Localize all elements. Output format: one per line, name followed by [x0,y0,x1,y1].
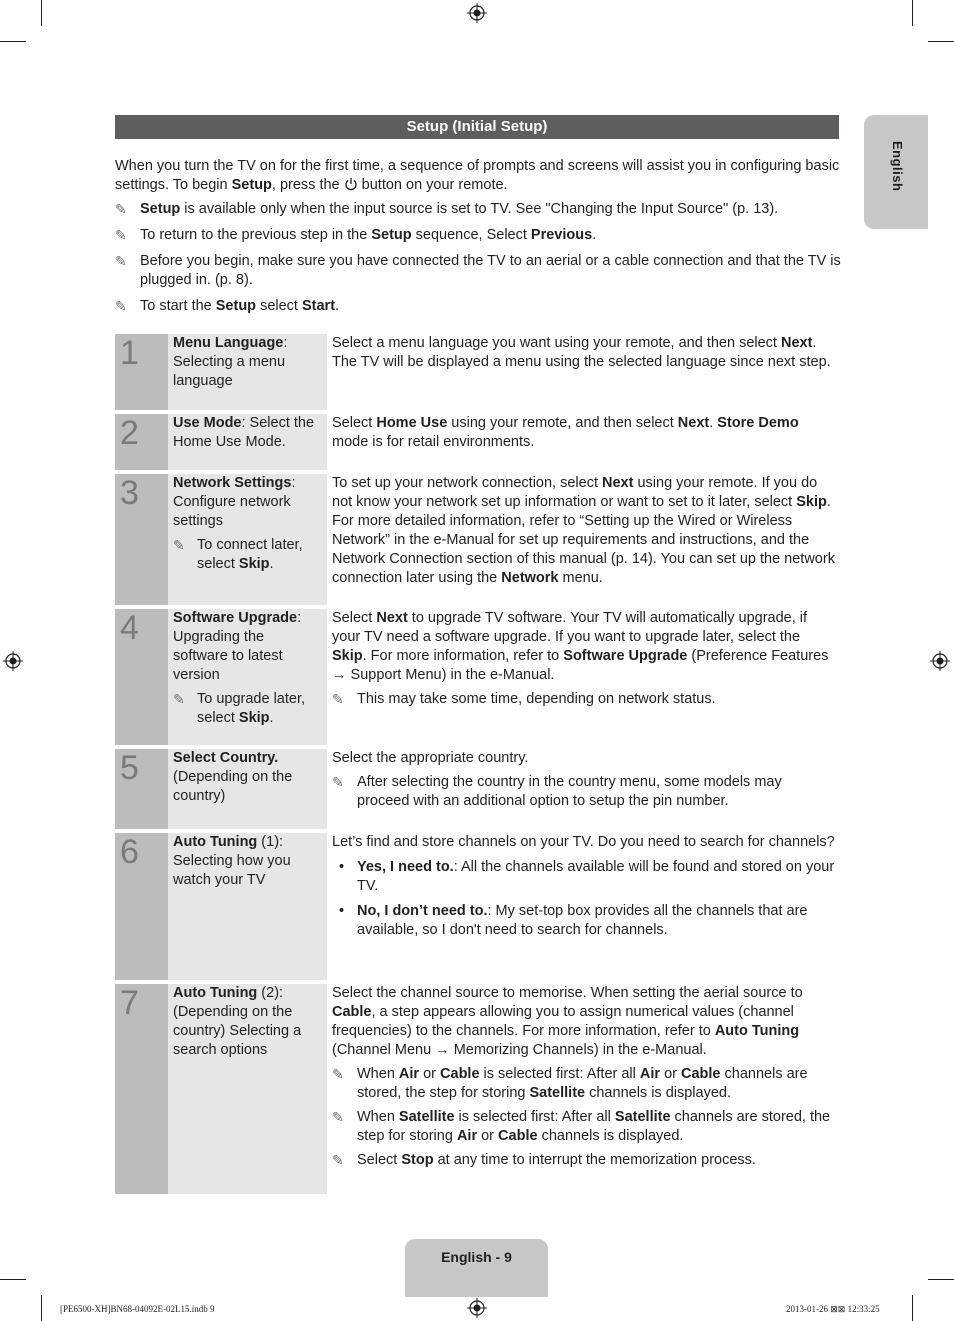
crop-mark [0,1279,26,1280]
bold-term: Next [602,475,634,491]
step-label-text: Select Country. (Depending on the country) [173,750,293,804]
step-row [115,984,839,1194]
step-description [327,984,839,1194]
bold-term: Network [501,570,559,586]
step-label-text: Auto Tuning (2): (Depending on the country) Selecting a search options [173,985,302,1058]
language-side-tab-label: English [890,141,905,192]
crop-mark [912,1295,913,1321]
bold-term: Next [780,335,813,351]
step-description [327,474,839,605]
step-description [327,609,839,745]
bold-term: Skip [238,710,270,726]
step-description-text: To set up your network connection, select Next using your remote. If you do not know your network set up information or want to set to it later, select Skip. For more detailed information, refer to “Setting up the Wired or Wireless Network” in the e-Manual for set up requirements and instructions, and the Network Connection section of this manual (p. 14). You can set up the network connection later using the Network menu. [332,475,835,586]
step-number: 4 [115,609,168,745]
bold-term: Skip [796,494,827,510]
print-slug-right: 2013-01-26 ⊠⊠ 12:33:25 [786,1304,880,1314]
registration-mark-icon [467,1298,487,1318]
step-description-note: ✎ Select Stop at any time to interrupt the memorization process. [332,1152,756,1168]
bold-term: Next [376,610,408,626]
crop-mark [928,41,954,42]
step-description-text: Select Home Use using your remote, and then select Next. Store Demo mode is for retail environments. [332,415,799,450]
pencil-note-icon: ✎ [173,537,185,553]
intro-notes [115,200,845,316]
step-description-text: Select Next to upgrade TV software. Your TV will automatically upgrade, if your TV need a software upgrade. If you want to upgrade later, select the Skip. For more information, refer to Software Upgrade (Preference Features → Support Menu) in the e-Manual. [332,610,829,683]
pencil-note-icon: ✎ [332,1109,344,1125]
section-title: Setup (Initial Setup) [115,115,839,139]
bold-term: Cable [681,1066,721,1082]
step-number: 7 [115,984,168,1194]
step-description-note: ✎ When Air or Cable is selected first: After all Air or Cable channels are stored, the step for storing Satellite channels is displayed. [332,1066,808,1101]
step-description-text: Select the channel source to memorise. When setting the aerial source to Cable, a step appears allowing you to assign numerical values (channel frequencies) to the channels. For more information, refer to Auto Tuning (Channel Menu → Memorizing Channels) in the e-Manual. [332,985,803,1058]
step-description-note: ✎ When Satellite is selected first: After all Satellite channels are stored, the step for storing Air or Cable channels is displayed. [332,1109,831,1144]
page-footer-tab [405,1239,548,1297]
bold-term: Skip [332,648,363,664]
bold-term: Air [639,1066,661,1082]
step-row [115,833,839,980]
bold-term: Auto Tuning [173,834,258,850]
step-label-note: ✎ To upgrade later, select Skip. [173,691,306,726]
pencil-note-icon: ✎ [332,691,344,707]
step-label [168,609,327,745]
step-label-note: ✎ To connect later, select Skip. [173,537,303,572]
step-label-text: Network Settings: Configure network settings [173,475,296,529]
intro-note: ✎ To start the Setup select Start. [115,298,340,314]
step-number: 3 [115,474,168,605]
page-number: English - 9 [441,1249,512,1265]
bold-term: Satellite [398,1109,455,1125]
bold-term: No, I don’t need to. [357,903,488,919]
step-label-text: Menu Language: Selecting a menu language [173,335,288,389]
bold-term: Satellite [614,1109,671,1125]
step-description-text: Select a menu language you want using your remote, and then select Next. The TV will be displayed a menu using the selected language since next step. [332,335,831,370]
step-description-note: ✎ After selecting the country in the country menu, some models may proceed with an additional option to setup the pin number. [332,774,782,809]
crop-mark [912,0,913,26]
pencil-note-icon: ✎ [115,253,127,269]
bold-term: Start [301,298,336,314]
step-label [168,474,327,605]
step-description [327,334,839,410]
pencil-note-icon: ✎ [332,774,344,790]
step-label-text: Auto Tuning (1): Selecting how you watch your TV [173,834,291,888]
pencil-note-icon: ✎ [332,1066,344,1082]
bold-term: Network Settings [173,475,292,491]
bold-term: Cable [332,1004,372,1020]
step-label [168,833,327,980]
step-number: 1 [115,334,168,410]
bold-term: Previous [530,227,593,243]
pencil-note-icon: ✎ [115,227,127,243]
bold-term: Cable [498,1128,538,1144]
pencil-note-icon: ✎ [115,298,127,314]
step-label-text: Software Upgrade: Upgrading the software to latest version [173,610,302,683]
bold-term: Next [677,415,710,431]
step-number: 6 [115,833,168,980]
step-row [115,414,839,470]
step-row [115,609,839,745]
bold-term: Use Mode [173,415,242,431]
bold-term: Air [456,1128,478,1144]
bold-term: Store Demo [717,415,799,431]
bold-term: Setup [371,227,412,243]
crop-mark [41,1295,42,1321]
print-slug-left: [PE6500-XH]BN68-04092E-02L15.indb 9 [60,1304,215,1314]
intro-paragraph: When you turn the TV on for the first time, a sequence of prompts and screens will assist you in configuring basic settings. To begin Setup, press the button on your remote. [115,158,840,193]
crop-mark [41,0,42,26]
step-label-text: Use Mode: Select the Home Use Mode. [173,415,315,450]
step-number: 2 [115,414,168,470]
intro-section [115,157,845,323]
bold-term: Skip [238,556,270,572]
list-item: • Yes, I need to.: All the channels available will be found and stored on your TV. [332,858,835,896]
step-description [327,414,839,470]
registration-mark-icon [467,3,487,23]
pencil-note-icon: ✎ [332,1152,344,1168]
bold-term: Setup [215,298,257,314]
bold-term: Software Upgrade [563,648,688,664]
bold-term: Software Upgrade [173,610,298,626]
step-label [168,984,327,1194]
crop-mark [928,1279,954,1280]
bold-term: Stop [401,1152,434,1168]
bold-term: Satellite [529,1085,586,1101]
step-label [168,414,327,470]
bold-term: Menu Language [173,335,284,351]
registration-mark-icon [3,651,23,671]
step-label [168,334,327,410]
step-description [327,833,839,980]
list-item: • No, I don’t need to.: My set-top box provides all the channels that are available, so I don't need to search for channels. [332,902,835,940]
intro-note: ✎ Setup is available only when the input source is set to TV. See "Changing the Input Source" (p. 13). [115,201,779,217]
power-icon [344,177,358,191]
bold-term: Select Country. [173,750,279,766]
step-description-note: ✎ This may take some time, depending on network status. [332,691,716,707]
bold-term: Cable [440,1066,480,1082]
step-row [115,334,839,410]
step-description-text: Let’s find and store channels on your TV. Do you need to search for channels? [332,834,835,850]
registration-mark-icon [930,651,950,671]
crop-mark [0,41,26,42]
setup-steps-table [115,334,839,1198]
bullet-list [332,858,835,940]
intro-note: ✎ Before you begin, make sure you have connected the TV to an aerial or a cable connection and that the TV is plugged in. (p. 8). [115,253,841,288]
bold-term: Auto Tuning [173,985,258,1001]
bold-term: Auto Tuning [714,1023,800,1039]
bold-term: Yes, I need to. [357,859,454,875]
bold-term: Setup [140,201,181,217]
bold-term: Setup [231,177,272,193]
step-row [115,474,839,605]
intro-note: ✎ To return to the previous step in the Setup sequence, Select Previous. [115,227,597,243]
step-description [327,749,839,829]
bold-term: Air [398,1066,420,1082]
step-label [168,749,327,829]
pencil-note-icon: ✎ [173,691,185,707]
language-side-tab [864,115,928,229]
step-number: 5 [115,749,168,829]
pencil-note-icon: ✎ [115,201,127,217]
bold-term: Home Use [376,415,448,431]
step-row [115,749,839,829]
step-description-text: Select the appropriate country. [332,750,529,766]
